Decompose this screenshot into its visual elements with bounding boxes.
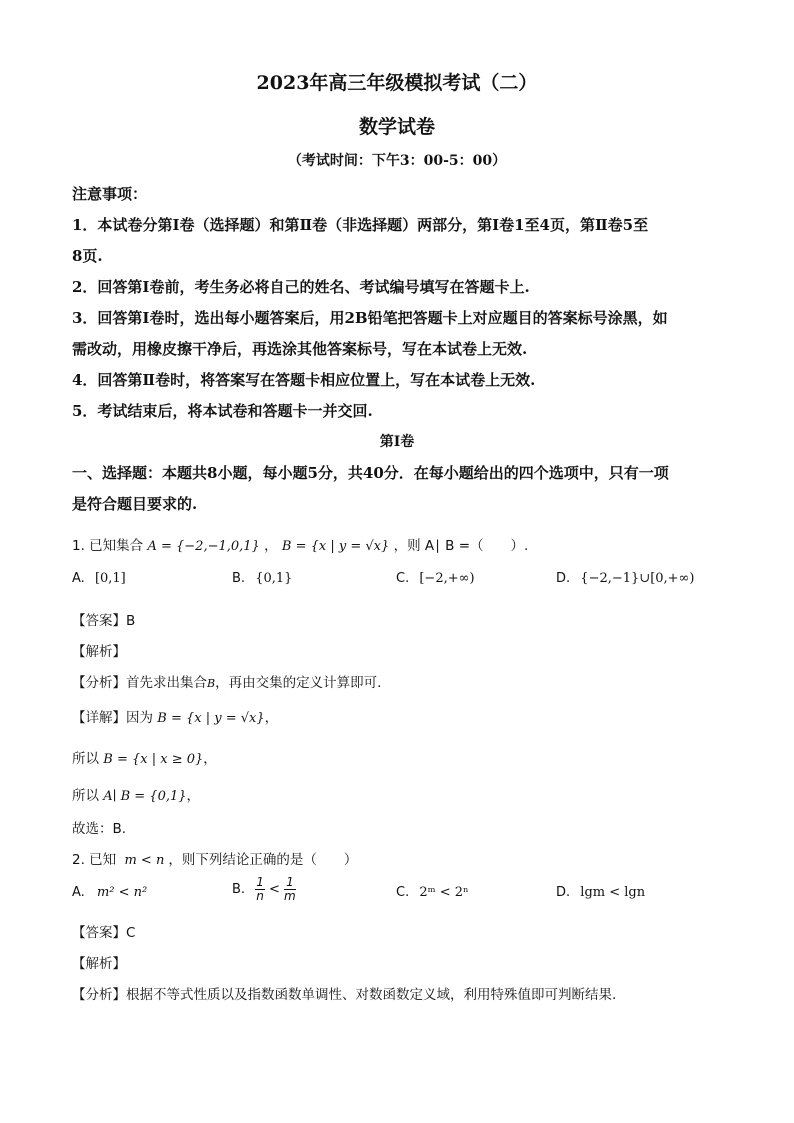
q1-option-d-value: {−2,−1}∪[0,+∞) bbox=[580, 571, 695, 586]
notice-item-1-line-1: 1．本试卷分第Ⅰ卷（选择题）和第Ⅱ卷（非选择题）两部分，第Ⅰ卷1至4页，第Ⅱ卷5至 bbox=[72, 216, 649, 234]
question-1-comma: ， bbox=[264, 538, 278, 554]
q1-detail: 【详解】因为 B = {x | y = √x}， bbox=[72, 710, 279, 726]
question-1 bbox=[72, 534, 528, 554]
q2-option-c-value: 2ᵐ < 2ⁿ bbox=[419, 885, 469, 900]
q2-answer-value: C bbox=[126, 925, 136, 941]
q2-option-b: B. $\frac{1}{n}$ < $\frac{1}{m}$ bbox=[232, 875, 296, 903]
notice-item-3-line-2: 需改动，用橡皮擦干净后，再选涂其他答案标号，写在本试卷上无效. bbox=[72, 340, 528, 358]
q2-option-d: D. lgm < lgn bbox=[556, 885, 646, 900]
notice-item-3-line-1: 3．回答第Ⅰ卷时，选出每小题答案后，用2B铅笔把答题卡上对应题目的答案标号涂黑，如 bbox=[72, 309, 668, 327]
question-1-prefix: 1. 已知集合 bbox=[72, 538, 144, 554]
q2-option-d-value: lgm < lgn bbox=[580, 885, 646, 900]
set-b-formula: B = {x | y = √x} bbox=[281, 539, 390, 554]
set-a-formula: A = {−2,−1,0,1} bbox=[147, 539, 260, 554]
q2-analysis-tag: 【解析】 bbox=[72, 956, 126, 972]
q2-condition: m < n bbox=[124, 853, 165, 868]
q1-step-2-formula: A∣ B = {0,1} bbox=[103, 789, 187, 804]
q1-option-a: A. [0,1] bbox=[72, 571, 126, 586]
q1-analysis-tag: 【解析】 bbox=[72, 644, 126, 660]
q1-answer-value: B bbox=[126, 613, 136, 629]
notice-item-2: 2．回答第Ⅰ卷前，考生务必将自己的姓名、考试编号填写在答题卡上. bbox=[72, 278, 530, 296]
subject-title: 数学试卷 bbox=[358, 116, 435, 138]
q1-option-c-value: [−2,+∞) bbox=[419, 571, 475, 586]
q2-option-a: A. m² < n² bbox=[72, 885, 148, 900]
q1-option-d: D. {−2,−1}∪[0,+∞) bbox=[556, 571, 695, 586]
q1-step-1: 所以 B = {x | x ≥ 0}， bbox=[72, 751, 217, 767]
notice-heading: 注意事项： bbox=[72, 185, 148, 203]
q2-option-b-fraction-2: $\frac{1}{m}$ bbox=[284, 875, 296, 903]
q1-option-b-value: {0,1} bbox=[255, 571, 293, 586]
q1-option-a-value: [0,1] bbox=[94, 571, 126, 586]
notice-item-1-line-2: 8页. bbox=[72, 247, 103, 265]
q1-step-1-formula: B = {x | x ≥ 0} bbox=[103, 752, 204, 767]
q1-option-c: C. [−2,+∞) bbox=[396, 571, 475, 586]
section-instruction-line-1: 一、选择题：本题共8小题，每小题5分，共40分．在每小题给出的四个选项中，只有一项 bbox=[72, 464, 669, 482]
question-2: 2. 已知 m < n ，则下列结论正确的是（ ） bbox=[72, 852, 358, 868]
q1-fenxi: 【分析】首先求出集合B，再由交集的定义计算即可. bbox=[72, 675, 382, 691]
exam-time: （考试时间：下午3：00-5：00） bbox=[287, 153, 507, 169]
question-1-suffix: ，则 A∣ B =（ ）. bbox=[393, 538, 529, 554]
q2-option-a-value: m² < n² bbox=[96, 885, 148, 900]
q1-conclusion: 故选：B. bbox=[72, 821, 127, 837]
q1-step-2: 所以 A∣ B = {0,1}， bbox=[72, 788, 201, 804]
q1-detail-formula: B = {x | y = √x} bbox=[157, 711, 265, 726]
q1-answer: 【答案】B bbox=[72, 613, 136, 629]
q2-answer: 【答案】C bbox=[72, 925, 136, 941]
q2-fenxi: 【分析】根据不等式性质以及指数函数单调性、对数函数定义域，利用特殊值即可判断结果. bbox=[72, 987, 617, 1003]
notice-item-4: 4．回答第Ⅱ卷时，将答案写在答题卡相应位置上，写在本试卷上无效. bbox=[72, 371, 536, 389]
notice-item-5: 5．考试结束后，将本试卷和答题卡一并交回. bbox=[72, 402, 373, 420]
section-instruction-line-2: 是符合题目要求的. bbox=[72, 495, 198, 513]
q2-option-b-fraction-1: $\frac{1}{n}$ bbox=[256, 875, 264, 903]
exam-title: 2023年高三年级模拟考试（二） bbox=[256, 72, 538, 94]
q2-option-c: C. 2ᵐ < 2ⁿ bbox=[396, 885, 469, 900]
part-1-title: 第Ⅰ卷 bbox=[379, 434, 415, 450]
q1-option-b: B. {0,1} bbox=[232, 571, 293, 586]
